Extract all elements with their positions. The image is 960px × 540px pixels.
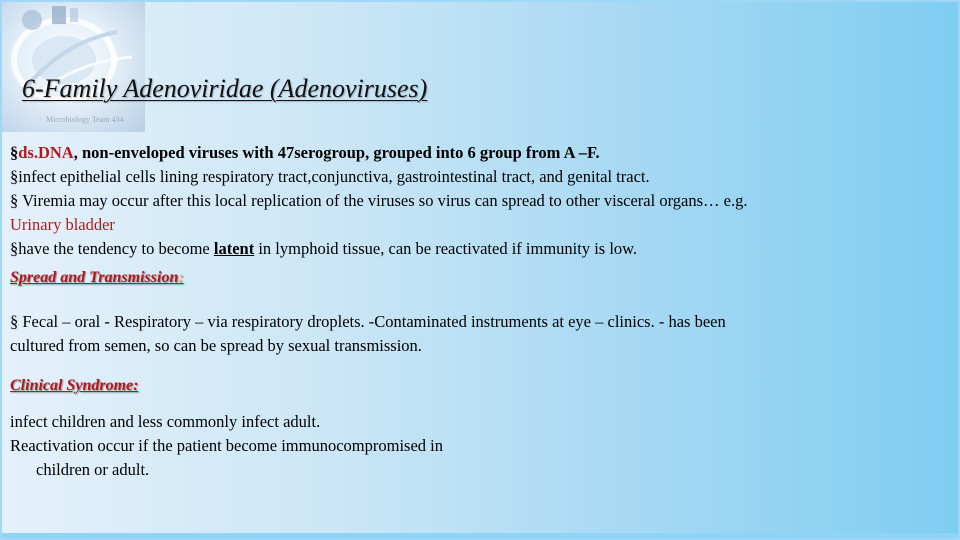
intro-line-viremia: § Viremia may occur after this local replication of the viruses so virus can spread to other visceral organs… e.g. <box>10 191 748 210</box>
intro-line-dna-rest: , non-enveloped viruses with 47serogroup, grouped into 6 group from A –F. <box>73 143 600 162</box>
ds-dna-term: ds.DNA <box>18 143 74 162</box>
clinical-line-1: infect children and less commonly infect adult. <box>10 412 321 431</box>
spread-line-2: cultured from semen, so can be spread by sexual transmission. <box>10 336 422 355</box>
spread-heading-colon: : <box>178 269 184 286</box>
clinical-heading: Clinical Syndrome: <box>10 377 139 394</box>
latent-term: latent <box>213 239 255 258</box>
intro-line-dna <box>10 141 747 165</box>
latent-after: in lymphoid tissue, can be reactivated if immunity is low. <box>254 239 638 258</box>
bullet-marker: § <box>10 143 19 162</box>
virus-logo-icon <box>2 2 145 132</box>
latent-before: §have the tendency to become <box>10 239 214 258</box>
intro-line-latent <box>10 237 747 261</box>
spread-line-1: § Fecal – oral - Respiratory – via respiratory droplets. -Contaminated instruments at eye – clinics. - has been <box>10 312 726 331</box>
clinical-line-2: Reactivation occur if the patient become immunocompromised in <box>10 436 443 455</box>
intro-line-infect: §infect epithelial cells lining respiratory tract,conjunctiva, gastrointestinal tract, and genital tract. <box>10 167 650 186</box>
intro-block <box>10 141 747 261</box>
slide-title: 6-Family Adenoviridae (Adenoviruses) <box>22 74 428 103</box>
spread-heading <box>10 269 184 287</box>
logo-caption: Microbiology Team 434 <box>46 115 124 124</box>
spread-heading-text: Spread and Transmission <box>10 269 179 286</box>
intro-line-urinary: Urinary bladder <box>10 215 115 234</box>
clinical-line-3: children or adult. <box>36 460 150 479</box>
microbiology-team-logo <box>2 2 145 132</box>
clinical-block <box>10 410 443 482</box>
spread-block <box>10 310 726 358</box>
